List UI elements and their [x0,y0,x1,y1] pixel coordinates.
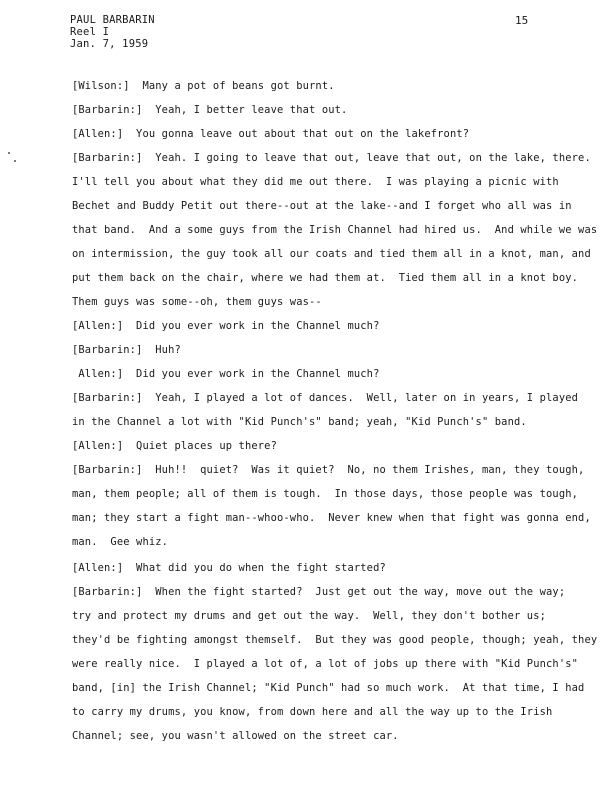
transcript-line [72,248,592,260]
transcript-line [72,416,592,428]
transcript-line [72,344,592,356]
transcript-line [72,176,592,188]
transcript-line [72,272,592,284]
transcript-line [72,224,598,236]
speaker-label: [Barbarin:] [72,344,143,356]
speaker-label: [Barbarin:] [72,104,143,116]
speaker-label: [Allen:] [72,562,124,574]
speaker-label: [Barbarin:] [72,392,143,404]
transcript-line [72,368,592,380]
line-text: Yeah. I going to leave that out, leave that out, on the lake, there. [142,152,591,164]
line-text: Quiet places up there? [123,440,277,452]
transcript-line [72,320,592,332]
transcript-line [72,586,592,598]
line-text: Did you ever work in the Channel much? [123,368,380,380]
line-text: Yeah, I played a lot of dances. Well, later on in years, I played [142,392,579,404]
scan-mark [14,160,16,162]
line-text: put them back on the chair, where we had them at. Tied them all in a knot boy. [72,272,579,284]
transcript-line [72,488,592,500]
line-text: Channel; see, you wasn't allowed on the street car. [72,730,399,742]
line-text: they'd be fighting amongst themself. But they was good people, though; yeah, they [72,634,598,646]
line-text: man; they start a fight man--whoo-who. Never knew when that fight was gonna end, [72,512,591,524]
line-text: You gonna leave out about that out on the lakefront? [123,128,470,140]
transcript-line [72,200,592,212]
line-text: Them guys was some--oh, them guys was-- [72,296,322,308]
transcript-line [72,610,592,622]
line-text: try and protect my drums and get out the way. Well, they don't bother us; [72,610,547,622]
transcript-line [72,80,592,92]
transcript-line [72,562,592,574]
speaker-label: [Allen:] [72,320,124,332]
transcript-line [72,682,592,694]
line-text: on intermission, the guy took all our coats and tied them all in a knot, man, and [72,248,591,260]
transcript-line [72,392,592,404]
line-text: band, [in] the Irish Channel; "Kid Punch" had so much work. At that time, I had [72,682,585,694]
speaker-label: Allen:] [72,368,124,380]
transcript-line [72,658,592,670]
transcript-line [72,128,592,140]
line-text: man. Gee whiz. [72,536,169,548]
transcript-line [72,152,592,164]
interviewee-name: PAUL BARBARIN [70,14,155,26]
transcript-line [72,464,592,476]
speaker-label: [Barbarin:] [72,586,143,598]
speaker-label: [Wilson:] [72,80,130,92]
interview-date: Jan. 7, 1959 [70,38,149,50]
speaker-label: [Allen:] [72,128,124,140]
line-text: What did you do when the fight started? [123,562,386,574]
line-text: Many a pot of beans got burnt. [129,80,335,92]
line-text: Bechet and Buddy Petit out there--out at the lake--and I forget who all was in [72,200,572,212]
line-text: Did you ever work in the Channel much? [123,320,380,332]
speaker-label: [Barbarin:] [72,464,143,476]
reel-label: Reel I [70,26,110,38]
line-text: Yeah, I better leave that out. [142,104,348,116]
transcript-line [72,296,592,308]
transcript-line [72,512,592,524]
transcript-line [72,730,592,742]
line-text: When the fight started? Just get out the way, move out the way; [142,586,566,598]
line-text: I'll tell you about what they did me out there. I was playing a picnic with [72,176,559,188]
transcript-line [72,706,592,718]
line-text: Huh? [142,344,181,356]
line-text: to carry my drums, you know, from down here and all the way up to the Irish [72,706,553,718]
transcript-line [72,104,592,116]
speaker-label: [Barbarin:] [72,152,143,164]
line-text: that band. And a some guys from the Irish Channel had hired us. And while we was [72,224,598,236]
line-text: in the Channel a lot with "Kid Punch's" band; yeah, "Kid Punch's" band. [72,416,527,428]
line-text: man, them people; all of them is tough. In those days, those people was tough, [72,488,579,500]
line-text: were really nice. I played a lot of, a lot of jobs up there with "Kid Punch's" [72,658,579,670]
transcript-line [72,440,592,452]
scan-mark [8,152,10,154]
transcript-line [72,634,598,646]
transcript-line [72,536,592,548]
line-text: Huh!! quiet? Was it quiet? No, no them Irishes, man, they tough, [142,464,585,476]
speaker-label: [Allen:] [72,440,124,452]
page-number: 15 [515,14,529,27]
